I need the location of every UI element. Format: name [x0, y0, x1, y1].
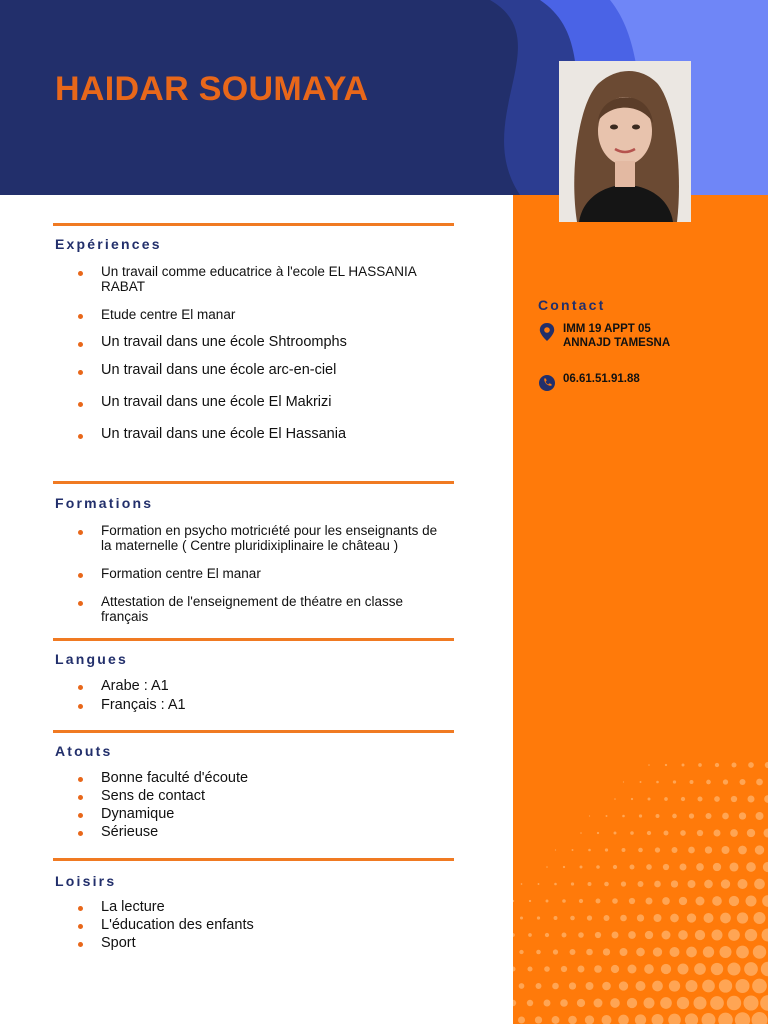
halftone-dot [560, 999, 568, 1007]
halftone-dot [569, 982, 576, 989]
halftone-dot [662, 931, 671, 940]
halftone-dot [513, 966, 516, 971]
halftone-dot [646, 898, 653, 905]
halftone-dot [545, 933, 549, 937]
address-line-1: IMM 19 APPT 05 [563, 323, 651, 335]
halftone-dot [554, 916, 558, 920]
experiences-list [78, 264, 448, 442]
list-item: L'éducation des enfants [78, 917, 448, 934]
halftone-dot [740, 779, 746, 785]
list-item: Un travail dans une école arc-en-ciel [78, 363, 448, 378]
halftone-dot [536, 950, 541, 955]
halftone-dot [562, 933, 567, 938]
halftone-dot [722, 846, 730, 854]
halftone-dot [663, 864, 669, 870]
halftone-dot [662, 897, 670, 905]
halftone-dot [737, 879, 747, 889]
halftone-dot [701, 1013, 715, 1024]
halftone-dot [604, 915, 610, 921]
halftone-dot [602, 982, 611, 991]
halftone-dot [719, 979, 732, 992]
halftone-dot [670, 947, 680, 957]
halftone-dot [612, 932, 619, 939]
halftone-dot [602, 1015, 612, 1024]
halftone-dot [630, 865, 635, 870]
halftone-dot [552, 983, 559, 990]
halftone-dot [603, 948, 610, 955]
halftone-dot [680, 864, 687, 871]
halftone-dot [723, 779, 728, 784]
halftone-dot [639, 814, 642, 817]
halftone-dot [606, 815, 608, 817]
halftone-dot [579, 899, 583, 903]
halftone-dot [752, 1012, 768, 1024]
halftone-dot [764, 795, 768, 803]
halftone-dot [631, 798, 633, 800]
halftone-dot [680, 830, 686, 836]
halftone-dot [647, 831, 651, 835]
halftone-dot [538, 883, 540, 885]
halftone-dot [535, 1016, 542, 1023]
halftone-dot [711, 963, 723, 975]
halftone-dot [714, 830, 721, 837]
halftone-dot [654, 881, 661, 888]
halftone-dot [585, 1015, 594, 1024]
formations-list [78, 523, 448, 624]
halftone-dot [688, 880, 696, 888]
halftone-dot [686, 980, 698, 992]
halftone-dot [711, 929, 722, 940]
halftone-dot [736, 946, 749, 959]
halftone-dot [654, 914, 662, 922]
halftone-dot [760, 995, 768, 1011]
halftone-dot [648, 798, 651, 801]
halftone-dot [735, 1012, 750, 1024]
contact-title: Contact [538, 297, 606, 313]
section-title-langues: Langues [55, 651, 128, 667]
halftone-dot [520, 916, 523, 919]
halftone-dot [594, 999, 603, 1008]
halftone-dot [748, 762, 754, 768]
location-pin-icon [538, 322, 556, 342]
list-item: La lecture [78, 899, 448, 916]
halftone-dot [614, 832, 617, 835]
halftone-dot [677, 997, 689, 1009]
halftone-dot [678, 964, 689, 975]
halftone-dot [518, 1016, 525, 1023]
halftone-dot [528, 933, 532, 937]
halftone-dot [568, 1016, 577, 1024]
halftone-dot [672, 847, 678, 853]
list-item: Sérieuse [78, 824, 448, 841]
halftone-dot [563, 866, 565, 868]
halftone-dot [694, 963, 706, 975]
halftone-dot [618, 1015, 629, 1024]
halftone-dots-decoration [513, 195, 768, 1024]
halftone-dot [745, 929, 757, 941]
halftone-dot [727, 962, 740, 975]
section-title-loisirs: Loisirs [55, 873, 117, 889]
list-item: Un travail dans une école Shtroomphs [78, 335, 448, 350]
halftone-dot [588, 849, 591, 852]
halftone-dot [614, 798, 616, 800]
halftone-dot [611, 965, 619, 973]
halftone-dot [648, 764, 650, 766]
halftone-dot [703, 946, 714, 957]
halftone-dot [752, 979, 767, 994]
halftone-dot [746, 862, 756, 872]
halftone-dot [761, 928, 768, 941]
halftone-dot [544, 1000, 551, 1007]
halftone-dot [745, 895, 756, 906]
halftone-dot [706, 813, 712, 819]
list-item: Attestation de l'enseignement de théatre en classe français [78, 594, 448, 624]
halftone-dot [720, 913, 731, 924]
halftone-dot [580, 832, 582, 834]
halftone-dot [637, 914, 644, 921]
halftone-dot [732, 763, 737, 768]
halftone-dot [762, 895, 768, 907]
section-divider [53, 638, 454, 641]
halftone-dot [713, 863, 721, 871]
atouts-list [78, 770, 448, 841]
halftone-dot [638, 881, 644, 887]
halftone-dot [594, 965, 602, 973]
halftone-dot [629, 898, 635, 904]
halftone-dot [645, 931, 653, 939]
halftone-dot [636, 981, 646, 991]
halftone-dot [513, 1000, 516, 1006]
halftone-dot [620, 915, 627, 922]
halftone-dot [623, 781, 624, 782]
halftone-dot [743, 995, 758, 1010]
halftone-dot [646, 864, 652, 870]
halftone-dot [630, 831, 634, 835]
halftone-dot [527, 1000, 533, 1006]
halftone-dot [728, 929, 740, 941]
list-item: Bonne faculté d'écoute [78, 770, 448, 787]
halftone-dot [628, 931, 636, 939]
halftone-dot [610, 998, 620, 1008]
list-item: Un travail dans une école El Hassania [78, 427, 448, 442]
list-item: Sport [78, 935, 448, 952]
address-line-2: ANNAJD TAMESNA [563, 337, 671, 349]
section-title-experiences: Expériences [55, 236, 162, 252]
halftone-dot [513, 933, 515, 937]
halftone-dot [763, 828, 768, 837]
halftone-dot [561, 966, 567, 972]
halftone-dot [644, 964, 654, 974]
halftone-dot [672, 814, 677, 819]
halftone-dot [686, 947, 697, 958]
halftone-dot [604, 882, 609, 887]
halftone-dot [763, 862, 768, 872]
halftone-dot [747, 795, 754, 802]
candidate-name: HAIDAR SOUMAYA [55, 70, 369, 108]
halftone-dot [696, 897, 705, 906]
section-title-atouts: Atouts [55, 743, 113, 759]
halftone-dot [693, 996, 706, 1009]
halftone-dot [572, 849, 574, 851]
phone-icon [538, 372, 556, 392]
halftone-dot [571, 882, 574, 885]
halftone-dot [636, 948, 645, 957]
halftone-dot [621, 881, 626, 886]
list-item: Formation en psycho motricıété pour les enseignants de la maternelle ( Centre pluridixiplinaire le château ) [78, 523, 448, 553]
halftone-dot [653, 947, 662, 956]
halftone-dot [644, 998, 655, 1009]
halftone-dot [714, 796, 720, 802]
halftone-dot [678, 930, 688, 940]
section-divider [53, 730, 454, 733]
halftone-dot [696, 863, 704, 871]
contact-address [538, 322, 670, 350]
phone-number: 06.61.51.91.88 [563, 373, 640, 385]
halftone-dot [640, 781, 642, 783]
halftone-dot [670, 914, 679, 923]
halftone-dot [536, 983, 542, 989]
halftone-dot [586, 949, 593, 956]
halftone-dot [721, 879, 730, 888]
list-item: Arabe : A1 [78, 678, 448, 695]
halftone-dot [689, 813, 694, 818]
halftone-dot [710, 996, 724, 1010]
halftone-dot [521, 883, 523, 885]
halftone-dot [704, 913, 714, 923]
halftone-dot [619, 981, 628, 990]
halftone-dot [587, 915, 592, 920]
halftone-dot [570, 949, 576, 955]
halftone-dot [664, 831, 669, 836]
halftone-dot [735, 979, 749, 993]
list-item: Français : A1 [78, 697, 448, 714]
halftone-dot [555, 849, 556, 850]
halftone-dot [747, 829, 755, 837]
halftone-dot [687, 913, 696, 922]
portrait-image [559, 61, 691, 222]
halftone-dot [669, 980, 680, 991]
halftone-dot [529, 900, 531, 902]
halftone-dot [664, 797, 668, 801]
halftone-dot [712, 896, 722, 906]
halftone-dot [613, 865, 617, 869]
halftone-dot [580, 866, 583, 869]
halftone-dot [729, 896, 739, 906]
list-item: Un travail comme educatrice à l'ecole EL HASSANIA RABAT [78, 264, 448, 294]
halftone-dot [761, 962, 768, 976]
halftone-dot [622, 848, 626, 852]
halftone-dot [554, 883, 557, 886]
halftone-dot [698, 763, 702, 767]
sidebar [513, 195, 768, 1024]
halftone-dot [702, 980, 715, 993]
halftone-dot [739, 812, 746, 819]
halftone-dot [679, 897, 687, 905]
loisirs-list [78, 899, 448, 952]
halftone-dot [620, 948, 628, 956]
halftone-dot [704, 880, 713, 889]
halftone-dot [681, 797, 685, 801]
halftone-dot [612, 898, 618, 904]
halftone-dot [754, 879, 765, 890]
section-divider [53, 481, 454, 484]
halftone-dot [665, 764, 667, 766]
halftone-dot [519, 983, 525, 989]
halftone-dot [544, 966, 550, 972]
halftone-dot [605, 848, 608, 851]
halftone-dot [578, 932, 584, 938]
halftone-dot [753, 945, 766, 958]
halftone-dot [627, 998, 637, 1008]
halftone-dot [595, 932, 601, 938]
halftone-dot [756, 779, 763, 786]
halftone-dot [695, 930, 705, 940]
halftone-dot [730, 829, 738, 837]
contact-phone [538, 372, 640, 392]
halftone-dot [719, 946, 731, 958]
halftone-dot [729, 862, 738, 871]
halftone-dot [562, 899, 566, 903]
halftone-dot [660, 997, 672, 1009]
halftone-dot [586, 982, 594, 990]
halftone-dot [597, 832, 599, 834]
halftone-dot [570, 916, 575, 921]
halftone-dot [596, 899, 601, 904]
halftone-dot [537, 916, 540, 919]
halftone-dot [578, 966, 585, 973]
halftone-dot [705, 846, 712, 853]
halftone-dot [738, 846, 747, 855]
halftone-dot [685, 1013, 698, 1024]
halftone-dot [527, 966, 532, 971]
halftone-dot [656, 781, 659, 784]
halftone-dot [513, 900, 514, 902]
halftone-dot [715, 763, 719, 767]
halftone-dot [577, 999, 585, 1007]
halftone-dot [744, 962, 758, 976]
list-item: Dynamique [78, 806, 448, 823]
halftone-dot [655, 847, 660, 852]
halftone-dot [638, 848, 643, 853]
halftone-dot [718, 1013, 733, 1024]
halftone-dot [690, 780, 694, 784]
halftone-dot [753, 912, 765, 924]
halftone-dot [628, 965, 637, 974]
section-divider [53, 858, 454, 861]
halftone-dot [671, 880, 678, 887]
halftone-dot [682, 764, 685, 767]
halftone-dot [589, 815, 590, 816]
halftone-dot [635, 1014, 646, 1024]
halftone-dot [698, 797, 703, 802]
halftone-dot [588, 882, 592, 886]
halftone-dot [755, 812, 763, 820]
section-divider [53, 223, 454, 226]
halftone-dot [755, 845, 764, 854]
halftone-dot [731, 796, 737, 802]
halftone-dot [668, 1014, 681, 1024]
halftone-dot [553, 949, 558, 954]
halftone-dot [546, 866, 548, 868]
halftone-dot [519, 950, 523, 954]
halftone-dot [656, 814, 660, 818]
halftone-dot [727, 996, 741, 1010]
list-item: Sens de contact [78, 788, 448, 805]
halftone-dot [688, 847, 695, 854]
profile-photo [559, 61, 691, 222]
halftone-dot [673, 780, 676, 783]
halftone-dot [622, 815, 625, 818]
halftone-dot [546, 900, 549, 903]
list-item: Formation centre El manar [78, 566, 448, 581]
list-item: Un travail dans une école El Makrizi [78, 395, 448, 410]
halftone-dot [652, 981, 663, 992]
halftone-dot [697, 830, 703, 836]
halftone-dot [706, 780, 711, 785]
halftone-dot [596, 865, 600, 869]
halftone-dot [737, 912, 748, 923]
halftone-dot [652, 1014, 664, 1024]
langues-list [78, 678, 448, 714]
halftone-dot [552, 1016, 560, 1024]
section-title-formations: Formations [55, 495, 154, 511]
halftone-dot [722, 813, 729, 820]
list-item: Etude centre El manar [78, 307, 448, 322]
halftone-dot [661, 964, 671, 974]
